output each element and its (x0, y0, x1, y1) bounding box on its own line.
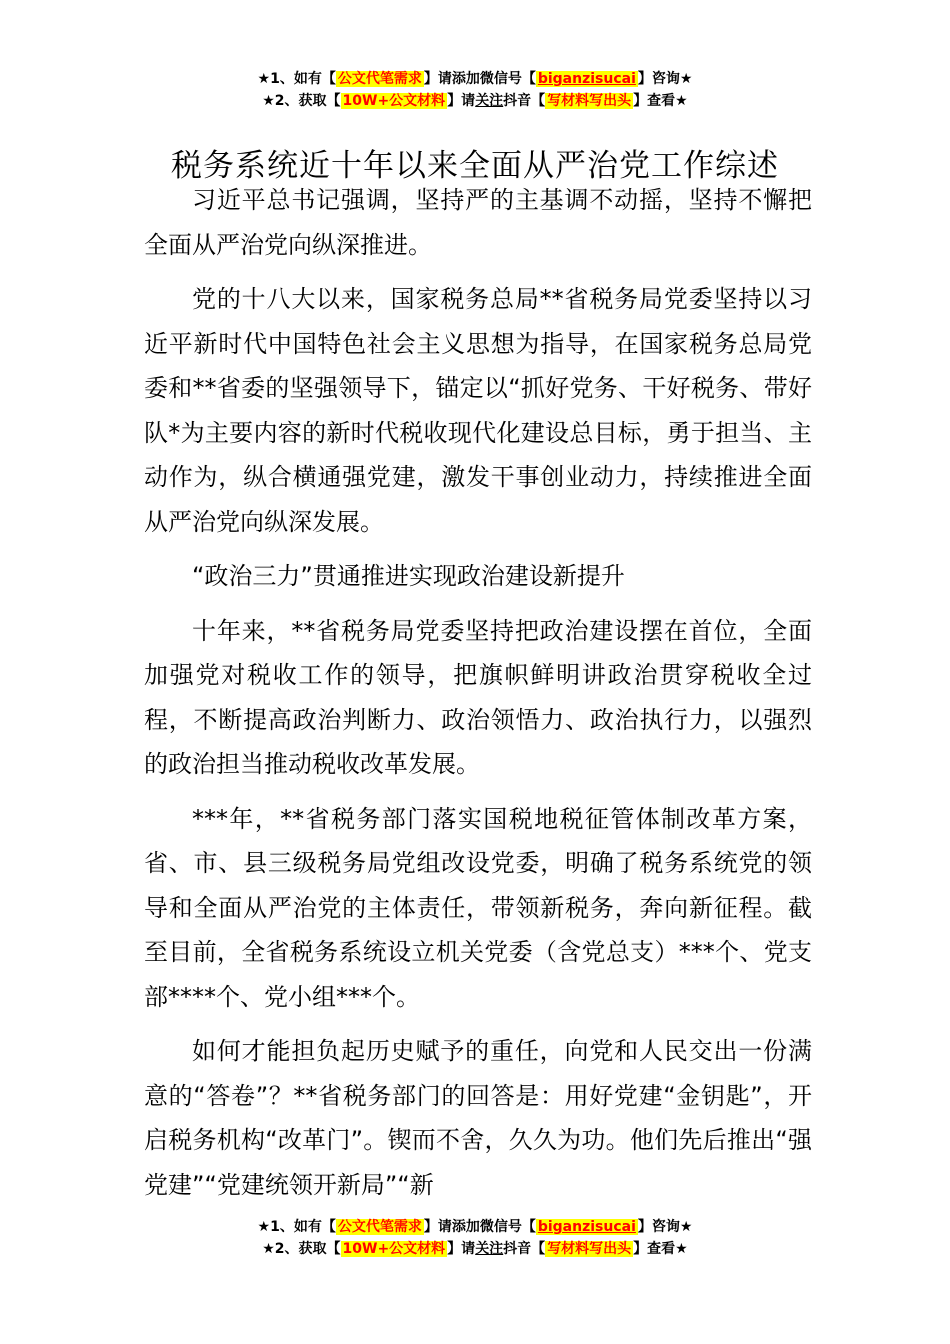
follow-text: 关注 (475, 93, 504, 109)
paragraph: 如何才能担负起历史赋予的重任，向党和人民交出一份满意的“答卷”？**省税务部门的回答是：用好党建“金钥匙”，开启税务机构“改革门”。锲而不舍，久久为功。他们先后推出“强党建”“党建统领开新局”“新 (144, 1037, 812, 1199)
banner-line-1 (0, 68, 950, 90)
bottom-banner (0, 1216, 950, 1260)
banner-text: 抖音【 (503, 93, 546, 109)
banner-text: 】请 (447, 93, 476, 109)
banner-line-2 (0, 90, 950, 112)
banner-text: 】查看★ (633, 93, 688, 109)
document-body (144, 178, 812, 1217)
banner-text: 】咨询★ (637, 71, 693, 87)
highlight-service: 公文代笔需求 (337, 71, 422, 87)
follow-text: 关注 (475, 1241, 504, 1257)
paragraph: 十年来，**省税务局党委坚持把政治建设摆在首位，全面加强党对税收工作的领导，把旗帜鲜明讲政治贯穿税收全过程，不断提高政治判断力、政治领悟力、政治执行力，以强烈的政治担当推动税收改革发展。 (144, 616, 812, 778)
banner-text: ★2、获取【 (262, 1241, 341, 1257)
highlight-douyin: 写材料写出头 (547, 93, 632, 109)
paragraph: 党的十八大以来，国家税务总局**省税务局党委坚持以习近平新时代中国特色社会主义思想为指导，在国家税务总局党委和**省委的坚强领导下，锚定以“抓好党务、干好税务、带好队*为主要内容的新时代税收现代化建设总目标，勇于担当、主动作为，纵合横通强党建，激发干事创业动力，持续推进全面从严治党向纵深发展。 (144, 285, 812, 536)
wechat-id-link[interactable]: biganzisucai (537, 71, 636, 87)
top-banner (0, 68, 950, 112)
banner-text: 】请添加微信号【 (423, 71, 536, 87)
banner-line-2 (0, 1238, 950, 1260)
paragraph: 习近平总书记强调，坚持严的主基调不动摇，坚持不懈把全面从严治党向纵深推进。 (144, 186, 812, 259)
banner-line-1 (0, 1216, 950, 1238)
highlight-materials: 10W+公文材料 (342, 93, 446, 109)
banner-text: 】请添加微信号【 (423, 1219, 536, 1235)
banner-text: 】请 (447, 1241, 476, 1257)
highlight-materials: 10W+公文材料 (342, 1241, 446, 1257)
document-title: 税务系统近十年以来全面从严治党工作综述 (171, 147, 779, 184)
highlight-douyin: 写材料写出头 (547, 1241, 632, 1257)
section-heading: “政治三力”贯通推进实现政治建设新提升 (192, 562, 625, 590)
highlight-service: 公文代笔需求 (337, 1219, 422, 1235)
banner-text: 】咨询★ (637, 1219, 693, 1235)
banner-text: 抖音【 (503, 1241, 546, 1257)
banner-text: ★1、如有【 (257, 71, 336, 87)
banner-text: ★1、如有【 (257, 1219, 336, 1235)
paragraph: ***年，**省税务部门落实国税地税征管体制改革方案，省、市、县三级税务局党组改设党委，明确了税务系统党的领导和全面从严治党的主体责任，带领新税务，奔向新征程。截至目前，全省税务系统设立机关党委（含党总支）***个、党支部****个、党小组***个。 (144, 804, 812, 1011)
banner-text: ★2、获取【 (262, 93, 341, 109)
wechat-id-link[interactable]: biganzisucai (537, 1219, 636, 1235)
banner-text: 】查看★ (633, 1241, 688, 1257)
